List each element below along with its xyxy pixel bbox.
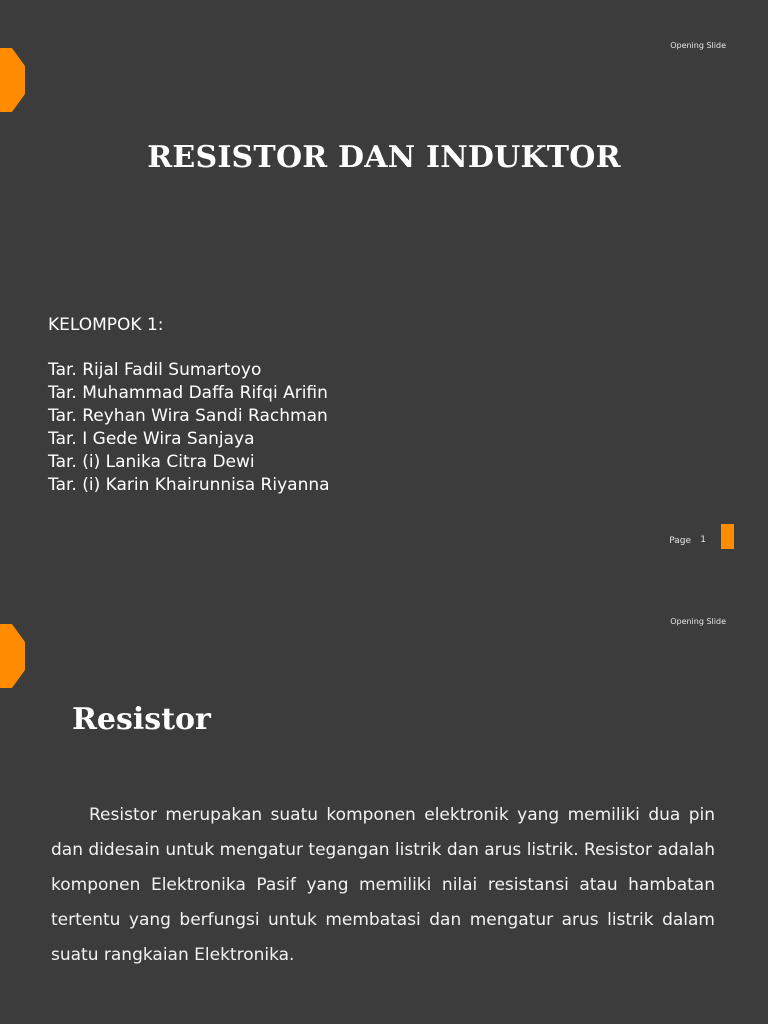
slide-2 bbox=[0, 576, 768, 1024]
slide-body-text: Resistor merupakan suatu komponen elektronik yang memiliki dua pin dan didesain untuk mengatur tegangan listrik dan arus listrik. Resistor adalah komponen Elektronika Pasif yang memiliki nilai resistansi atau hambatan tertentu yang berfungsi untuk membatasi dan mengatur arus listrik dalam suatu rangkaian Elektronika. bbox=[51, 805, 715, 965]
slide-title: Resistor bbox=[72, 702, 211, 737]
page-label: Page bbox=[669, 536, 691, 546]
member-item: Tar. Reyhan Wira Sandi Rachman bbox=[48, 406, 328, 426]
slide-title: RESISTOR DAN INDUKTOR bbox=[147, 140, 621, 175]
member-item: Tar. I Gede Wira Sanjaya bbox=[48, 429, 255, 449]
hexagon-accent-icon bbox=[0, 624, 25, 688]
hexagon-accent-icon bbox=[0, 48, 25, 112]
page-marker-icon bbox=[721, 524, 734, 549]
member-item: Tar. Rijal Fadil Sumartoyo bbox=[48, 360, 262, 380]
member-item: Tar. (i) Karin Khairunnisa Riyanna bbox=[48, 475, 330, 495]
group-label: KELOMPOK 1: bbox=[48, 315, 164, 335]
slide-label: Opening Slide bbox=[670, 617, 726, 626]
member-list bbox=[48, 314, 330, 497]
page-number: 1 bbox=[700, 535, 706, 545]
member-item: Tar. (i) Lanika Citra Dewi bbox=[48, 452, 255, 472]
slide-label: Opening Slide bbox=[670, 41, 726, 50]
member-item: Tar. Muhammad Daffa Rifqi Arifin bbox=[48, 383, 328, 403]
